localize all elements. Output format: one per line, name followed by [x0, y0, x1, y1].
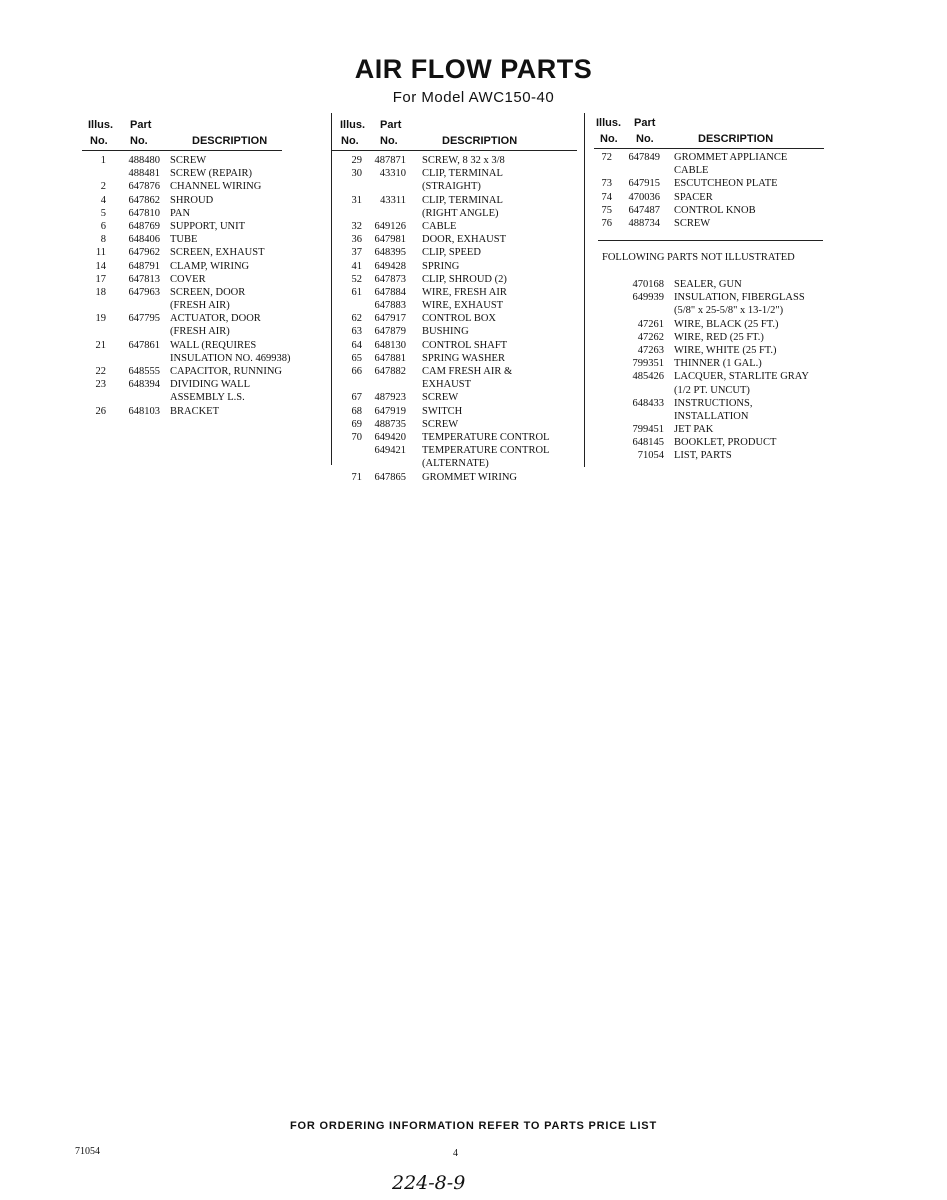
part-number: 649421	[374, 445, 406, 457]
part-number: 799451	[632, 424, 664, 436]
part-description: CAM FRESH AIR &	[422, 366, 513, 377]
illus-number: 63	[351, 326, 362, 338]
illus-number: 36	[351, 234, 362, 246]
illus-number: 18	[95, 286, 106, 298]
part-number: 647795	[128, 313, 160, 325]
part-description: SCREEN, EXHAUST	[170, 247, 265, 259]
table-row	[82, 220, 282, 233]
part-description: CHANNEL WIRING	[170, 181, 262, 193]
table-row	[332, 457, 577, 470]
illus-number: 6	[100, 220, 106, 232]
part-number: 487871	[374, 155, 406, 166]
part-number: 647919	[374, 405, 406, 417]
part-number: 647862	[128, 194, 160, 206]
illus-no-label: No.	[600, 133, 618, 145]
table-row	[332, 325, 577, 338]
table-row	[82, 246, 282, 259]
part-description: SUPPORT, UNIT	[170, 220, 246, 232]
not-illustrated-heading: FOLLOWING PARTS NOT ILLUSTRATED	[602, 252, 795, 263]
table-row	[332, 431, 577, 444]
part-number: 648433	[632, 397, 664, 409]
part-description: CAPACITOR, RUNNING	[170, 366, 283, 377]
illus-number: 68	[351, 405, 362, 417]
part-description: ACTUATOR, DOOR	[170, 313, 261, 325]
illus-label: Illus.	[596, 117, 622, 129]
part-number: 649126	[374, 220, 406, 232]
table-row	[332, 286, 577, 299]
part-number: 647873	[374, 273, 406, 285]
part-description: CLAMP, WIRING	[170, 260, 250, 272]
part-number: 647981	[374, 234, 406, 246]
table-row	[332, 180, 577, 193]
part-number: 649939	[632, 292, 664, 304]
table-row	[82, 405, 282, 418]
table-row	[332, 233, 577, 246]
part-description: CONTROL KNOB	[674, 204, 756, 216]
table-row	[332, 194, 577, 207]
part-label: Part	[380, 119, 402, 131]
illus-number: 5	[100, 207, 106, 219]
table-row	[82, 312, 282, 325]
part-number: 43310	[379, 168, 406, 180]
table-row	[332, 405, 577, 418]
illus-number: 75	[601, 204, 612, 216]
illus-number: 64	[351, 339, 362, 351]
table-row	[82, 167, 282, 180]
table-row	[332, 339, 577, 352]
part-number: 648145	[632, 437, 664, 449]
part-number: 647849	[628, 152, 660, 163]
part-description: INSULATION NO. 469938)	[170, 352, 291, 364]
illus-number: 26	[95, 405, 106, 417]
column-header	[82, 117, 282, 149]
table-row	[332, 167, 577, 180]
part-number: 799351	[632, 358, 664, 370]
table-row	[594, 151, 824, 164]
part-number: 71054	[637, 450, 664, 462]
part-number: 47263	[637, 344, 664, 356]
part-no-label: No.	[130, 135, 148, 147]
table-row	[82, 365, 282, 378]
table-row	[332, 260, 577, 273]
table-row	[332, 246, 577, 259]
illus-number: 8	[100, 234, 106, 246]
parts-column-3	[594, 117, 824, 228]
part-number: 649428	[374, 260, 406, 272]
illus-number: 29	[351, 155, 362, 166]
table-row	[82, 299, 282, 312]
illus-number: 30	[351, 168, 362, 180]
part-description: GROMMET WIRING	[422, 471, 517, 483]
description-label: DESCRIPTION	[442, 135, 518, 147]
part-description: SHROUD	[170, 194, 214, 206]
illus-number: 65	[351, 352, 362, 364]
part-number: 488735	[374, 418, 406, 430]
part-description: INSULATION, FIBERGLASS	[674, 292, 805, 304]
part-number: 647962	[128, 247, 160, 259]
part-number: 648395	[374, 247, 406, 259]
part-number: 649420	[374, 431, 406, 443]
illus-number: 67	[351, 392, 362, 404]
part-number: 647487	[628, 204, 660, 216]
part-description: BRACKET	[170, 405, 220, 417]
illus-number: 32	[351, 220, 362, 232]
illus-number: 74	[601, 191, 612, 203]
section-rule	[598, 240, 823, 241]
table-row	[82, 352, 291, 365]
part-number: 47261	[637, 318, 664, 330]
illus-number: 23	[95, 379, 106, 391]
part-description: THINNER (1 GAL.)	[674, 358, 762, 370]
page-number: 4	[453, 1148, 458, 1159]
part-description: (1/2 PT. UNCUT)	[674, 384, 750, 396]
part-number: 647813	[128, 273, 160, 285]
table-row	[594, 204, 824, 217]
document-number: 71054	[75, 1146, 100, 1157]
part-description: INSTRUCTIONS,	[674, 397, 753, 409]
part-description: CONTROL BOX	[422, 313, 496, 325]
part-description: (FRESH AIR)	[170, 326, 230, 338]
part-description: SCREW (REPAIR)	[170, 168, 252, 180]
part-number: 647963	[128, 286, 160, 298]
part-description: JET PAK	[674, 424, 714, 436]
illus-number: 61	[351, 286, 362, 298]
part-description: (STRAIGHT)	[422, 181, 481, 193]
table-row	[594, 217, 824, 230]
part-number: 487923	[374, 392, 406, 404]
part-number: 647861	[128, 339, 160, 351]
part-description: WIRE, RED (25 FT.)	[674, 331, 764, 343]
part-number: 648103	[128, 405, 160, 417]
part-description: CLIP, TERMINAL	[422, 194, 503, 206]
part-number: 488481	[128, 168, 160, 180]
illus-no-label: No.	[90, 135, 108, 147]
table-row	[82, 273, 282, 286]
part-description: WALL (REQUIRES	[170, 339, 257, 351]
parts-list	[82, 154, 291, 418]
parts-list	[594, 151, 824, 230]
illus-no-label: No.	[341, 135, 359, 147]
page-title: AIR FLOW PARTS	[354, 54, 593, 84]
part-description: CLIP, SPEED	[422, 247, 481, 259]
part-description: SPRING WASHER	[422, 352, 505, 364]
part-number: 647876	[128, 181, 160, 193]
part-description: SEALER, GUN	[674, 279, 742, 290]
part-description: CLIP, SHROUD (2)	[422, 273, 507, 285]
table-row	[82, 154, 282, 167]
table-row	[82, 391, 282, 404]
illus-number: 37	[351, 247, 362, 259]
part-description: SCREW	[170, 155, 207, 166]
part-description: (RIGHT ANGLE)	[422, 207, 499, 219]
table-row	[82, 286, 282, 299]
part-description: SPACER	[674, 191, 713, 203]
table-row	[594, 177, 824, 190]
ordering-footer: FOR ORDERING INFORMATION REFER TO PARTS PRICE LIST	[290, 1120, 657, 1132]
part-description: (FRESH AIR)	[170, 300, 230, 312]
part-number: 647881	[374, 352, 406, 364]
illus-number: 69	[351, 418, 362, 430]
part-description: BOOKLET, PRODUCT	[674, 437, 777, 449]
part-number: 647917	[374, 313, 406, 325]
part-description: SCREW	[674, 217, 711, 229]
model-subtitle: For Model AWC150-40	[392, 89, 555, 106]
part-number: 470168	[632, 279, 664, 290]
illus-number: 71	[351, 471, 362, 483]
header-rule	[332, 150, 577, 151]
part-number: 47262	[637, 331, 664, 343]
part-number: 647915	[628, 178, 660, 190]
description-label: DESCRIPTION	[192, 135, 268, 147]
table-row	[594, 191, 824, 204]
illus-number: 73	[601, 178, 612, 190]
table-row	[332, 391, 577, 404]
part-description: LIST, PARTS	[674, 450, 732, 462]
part-description: ESCUTCHEON PLATE	[674, 178, 778, 190]
column-divider	[584, 113, 585, 467]
part-number: 648406	[128, 234, 160, 246]
part-description: SCREEN, DOOR	[170, 286, 246, 298]
description-label: DESCRIPTION	[698, 133, 774, 145]
illus-number: 62	[351, 313, 362, 325]
illus-number: 21	[95, 339, 106, 351]
part-description: CABLE	[422, 220, 457, 232]
part-description: (ALTERNATE)	[422, 458, 489, 470]
table-row	[332, 207, 577, 220]
table-row	[82, 180, 282, 193]
parts-list	[332, 154, 577, 484]
part-description: DOOR, EXHAUST	[422, 234, 506, 246]
part-label: Part	[130, 119, 152, 131]
part-description: DIVIDING WALL	[170, 379, 250, 391]
table-row	[594, 164, 824, 177]
part-number: 647879	[374, 326, 406, 338]
illus-number: 14	[95, 260, 106, 272]
illus-number: 76	[601, 217, 612, 229]
part-description: WIRE, BLACK (25 FT.)	[674, 318, 779, 330]
illus-number: 1	[100, 155, 106, 166]
part-number: 470036	[628, 191, 660, 203]
header-rule	[82, 150, 282, 151]
part-description: SPRING	[422, 260, 460, 272]
table-row	[82, 260, 282, 273]
table-row	[332, 471, 577, 484]
illus-number: 19	[95, 313, 106, 325]
part-description: GROMMET APPLIANCE	[674, 152, 788, 163]
part-number: 648130	[374, 339, 406, 351]
part-description: WIRE, EXHAUST	[422, 300, 504, 312]
part-description: CONTROL SHAFT	[422, 339, 508, 351]
part-number: 647882	[374, 366, 406, 377]
part-number: 43311	[380, 194, 406, 206]
part-description: TUBE	[170, 234, 198, 246]
part-number: 488734	[628, 217, 660, 229]
illus-number: 2	[100, 181, 106, 193]
part-description: WIRE, FRESH AIR	[422, 286, 507, 298]
part-number: 648791	[128, 260, 160, 272]
illus-number: 4	[100, 194, 106, 206]
part-no-label: No.	[636, 133, 654, 145]
table-row	[332, 352, 577, 365]
part-label: Part	[634, 117, 656, 129]
illus-label: Illus.	[88, 119, 114, 131]
parts-column-2	[332, 117, 577, 483]
table-row	[332, 365, 577, 378]
part-number: 647810	[128, 207, 160, 219]
illus-number: 11	[95, 247, 106, 259]
table-row	[332, 299, 577, 312]
table-row	[332, 418, 577, 431]
part-number: 647884	[374, 286, 406, 298]
illus-number: 70	[351, 431, 362, 443]
table-row	[332, 273, 577, 286]
illus-number: 66	[351, 366, 362, 377]
part-description: COVER	[170, 273, 206, 285]
illus-label: Illus.	[340, 119, 366, 131]
table-row	[82, 339, 282, 352]
table-row	[332, 220, 577, 233]
part-description: WIRE, WHITE (25 FT.)	[674, 344, 777, 356]
part-description: ASSEMBLY L.S.	[170, 392, 245, 404]
part-description: CLIP, TERMINAL	[422, 168, 503, 180]
part-description: TEMPERATURE CONTROL	[422, 445, 550, 457]
illus-number: 41	[351, 260, 362, 272]
part-description: BUSHING	[422, 326, 469, 338]
illus-number: 22	[95, 366, 106, 377]
part-number: 648394	[128, 379, 160, 391]
part-description: PAN	[170, 207, 191, 219]
part-description: CABLE	[674, 165, 709, 177]
part-number: 485426	[632, 371, 664, 383]
part-description: TEMPERATURE CONTROL	[422, 431, 550, 443]
illus-number: 31	[351, 194, 362, 206]
table-row	[332, 312, 577, 325]
part-description: SWITCH	[422, 405, 463, 417]
table-row	[82, 233, 282, 246]
column-header	[332, 117, 577, 149]
illus-number: 17	[95, 273, 106, 285]
part-number: 647865	[374, 471, 406, 483]
table-row	[332, 154, 577, 167]
table-row	[82, 378, 282, 391]
part-number: 647883	[374, 300, 406, 312]
table-row	[82, 325, 282, 338]
part-description: SCREW	[422, 418, 459, 430]
illus-number: 52	[351, 273, 362, 285]
part-description: INSTALLATION	[674, 410, 749, 422]
table-row	[332, 444, 577, 457]
part-number: 648769	[128, 220, 160, 232]
column-header	[594, 117, 824, 149]
part-description: LACQUER, STARLITE GRAY	[674, 371, 809, 383]
table-row	[82, 207, 282, 220]
part-no-label: No.	[380, 135, 398, 147]
handwritten-note: 224-8-9	[392, 1172, 466, 1194]
part-description: (5/8" x 25-5/8" x 13-1/2")	[674, 305, 784, 317]
part-description: SCREW	[422, 392, 459, 404]
part-description: SCREW, 8 32 x 3/8	[422, 155, 505, 166]
parts-column-1	[82, 117, 291, 417]
part-number: 488480	[128, 155, 160, 166]
part-description: EXHAUST	[422, 379, 471, 391]
table-row	[332, 378, 577, 391]
header-rule	[594, 148, 824, 149]
illus-number: 72	[601, 152, 612, 163]
part-number: 648555	[128, 366, 160, 377]
table-row	[82, 194, 282, 207]
